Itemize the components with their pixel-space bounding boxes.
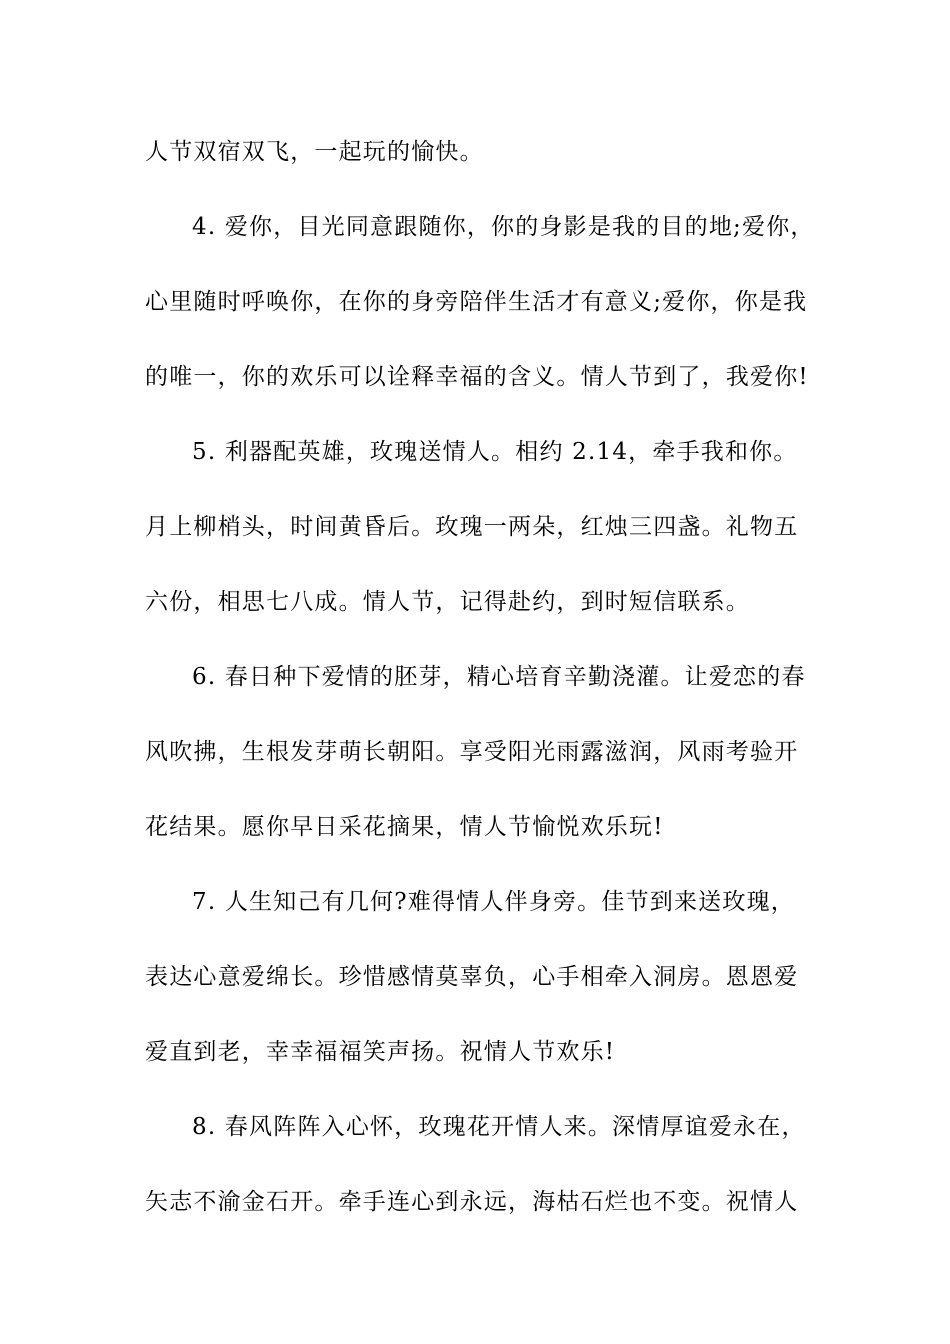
text-line: 8. 春风阵阵入心怀，玫瑰花开情人来。深情厚谊爱永在， [192,1114,806,1140]
text-line: 心里随时呼唤你，在你的身旁陪伴生活才有意义;爱你，你是我 [145,289,808,315]
text-line: 爱直到老，幸幸福福笑声扬。祝情人节欢乐! [145,1039,616,1065]
text-line: 4. 爱你，目光同意跟随你，你的身影是我的目的地;爱你， [192,214,815,240]
text-line: 风吹拂，生根发芽萌长朝阳。享受阳光雨露滋润，风雨考验开 [145,739,799,765]
text-line: 5. 利器配英雄，玫瑰送情人。相约 2.14，牵手我和你。 [192,439,798,465]
text-line: 6. 春日种下爱情的胚芽，精心培育辛勤浇灌。让爱恋的春 [192,664,806,690]
text-line: 六份，相思七八成。情人节，记得赴约，到时短信联系。 [145,589,750,615]
text-line: 月上柳梢头，时间黄昏后。玫瑰一两朵，红烛三四盏。礼物五 [145,514,799,540]
text-line: 矢志不渝金石开。牵手连心到永远，海枯石烂也不变。祝情人 [145,1189,799,1215]
text-line: 人节双宿双飞，一起玩的愉快。 [145,139,484,165]
text-line: 的唯一，你的欢乐可以诠释幸福的含义。情人节到了，我爱你! [145,364,809,390]
text-line: 7. 人生知己有几何?难得情人伴身旁。佳节到来送玫瑰， [192,889,795,915]
text-line: 花结果。愿你早日采花摘果，情人节愉悦欢乐玩! [145,814,664,840]
text-line: 表达心意爱绵长。珍惜感情莫辜负，心手相牵入洞房。恩恩爱 [145,964,799,990]
